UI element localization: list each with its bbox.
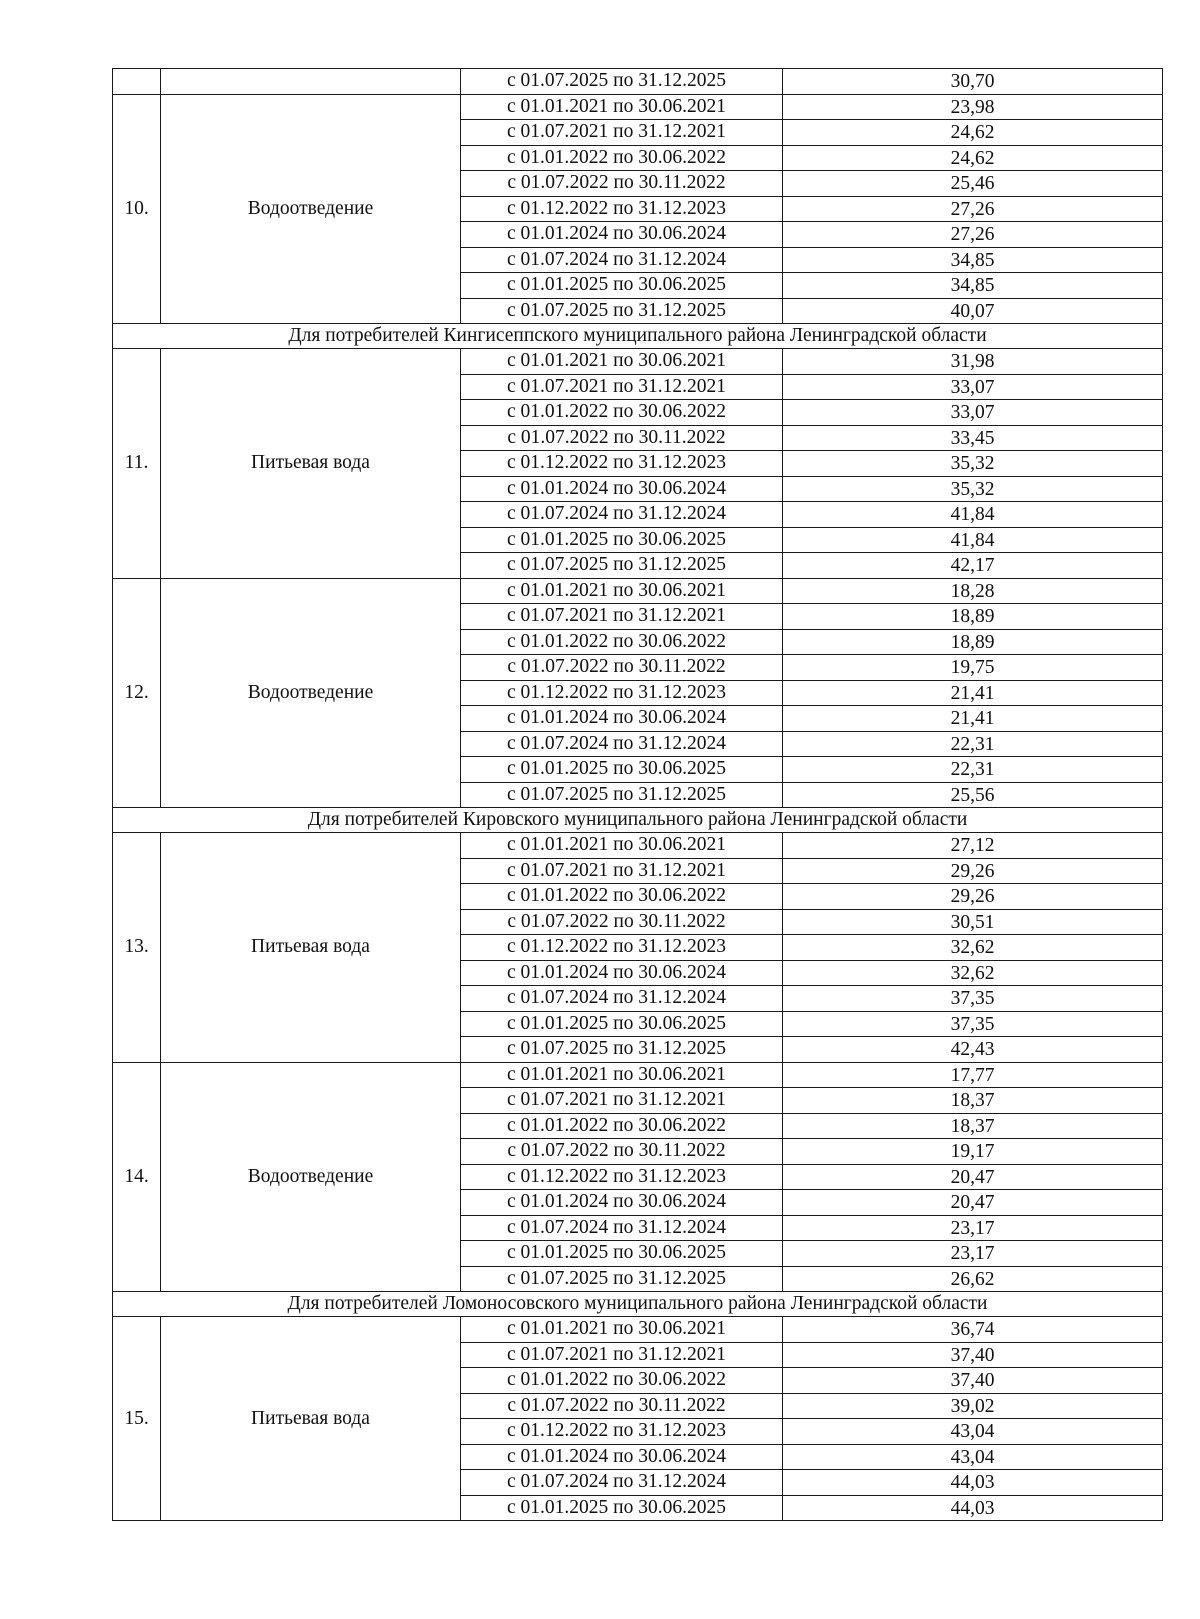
- tariff-value-cell: 27,26: [783, 222, 1163, 248]
- period-cell: с 01.01.2021 по 30.06.2021: [461, 1062, 783, 1088]
- period-cell: с 01.01.2021 по 30.06.2021: [461, 94, 783, 120]
- tariff-value-cell: 29,26: [783, 858, 1163, 884]
- tariff-value-cell: 34,85: [783, 247, 1163, 273]
- service-name: Водоотведение: [161, 1062, 461, 1292]
- tariff-value-cell: 18,37: [783, 1113, 1163, 1139]
- period-cell: с 01.07.2022 по 30.11.2022: [461, 1393, 783, 1419]
- row-number: 14.: [113, 1062, 161, 1292]
- tariff-value-cell: 30,70: [783, 69, 1163, 95]
- tariff-table: [112, 68, 1163, 1521]
- tariff-value-cell: 23,17: [783, 1215, 1163, 1241]
- tariff-value-cell: 29,26: [783, 884, 1163, 910]
- table-row: [113, 1317, 1163, 1343]
- tariff-value-cell: 19,75: [783, 655, 1163, 681]
- tariff-value-cell: 21,41: [783, 680, 1163, 706]
- period-cell: с 01.07.2025 по 31.12.2025: [461, 298, 783, 324]
- period-cell: с 01.01.2024 по 30.06.2024: [461, 706, 783, 732]
- row-number: 10.: [113, 94, 161, 324]
- period-cell: с 01.07.2025 по 31.12.2025: [461, 553, 783, 579]
- period-cell: с 01.01.2022 по 30.06.2022: [461, 884, 783, 910]
- period-cell: с 01.07.2022 по 30.11.2022: [461, 1139, 783, 1165]
- period-cell: с 01.07.2021 по 31.12.2021: [461, 374, 783, 400]
- tariff-value-cell: 40,07: [783, 298, 1163, 324]
- tariff-value-cell: 43,04: [783, 1444, 1163, 1470]
- period-cell: с 01.01.2025 по 30.06.2025: [461, 757, 783, 783]
- tariff-value-cell: 20,47: [783, 1190, 1163, 1216]
- tariff-value-cell: 37,35: [783, 986, 1163, 1012]
- tariff-value-cell: 31,98: [783, 349, 1163, 375]
- tariff-value-cell: 35,32: [783, 476, 1163, 502]
- period-cell: с 01.12.2022 по 31.12.2023: [461, 451, 783, 477]
- section-header: Для потребителей Кировского муниципального района Ленинградской области: [113, 808, 1163, 833]
- tariff-value-cell: 32,62: [783, 935, 1163, 961]
- table-row: [113, 349, 1163, 375]
- period-cell: с 01.07.2024 по 31.12.2024: [461, 731, 783, 757]
- tariff-value-cell: 33,07: [783, 400, 1163, 426]
- period-cell: с 01.01.2021 по 30.06.2021: [461, 833, 783, 859]
- table-row: [113, 578, 1163, 604]
- tariff-value-cell: 27,26: [783, 196, 1163, 222]
- tariff-value-cell: 18,89: [783, 604, 1163, 630]
- section-header-row: [113, 808, 1163, 833]
- tariff-value-cell: 30,51: [783, 909, 1163, 935]
- tariff-value-cell: 25,46: [783, 171, 1163, 197]
- period-cell: с 01.07.2022 по 30.11.2022: [461, 655, 783, 681]
- tariff-value-cell: 37,40: [783, 1368, 1163, 1394]
- period-cell: с 01.07.2024 по 31.12.2024: [461, 1215, 783, 1241]
- tariff-value-cell: 22,31: [783, 757, 1163, 783]
- tariff-value-cell: 17,77: [783, 1062, 1163, 1088]
- period-cell: с 01.07.2024 по 31.12.2024: [461, 1470, 783, 1496]
- period-cell: с 01.12.2022 по 31.12.2023: [461, 935, 783, 961]
- period-cell: с 01.12.2022 по 31.12.2023: [461, 196, 783, 222]
- period-cell: с 01.07.2025 по 31.12.2025: [461, 1037, 783, 1063]
- period-cell: с 01.01.2021 по 30.06.2021: [461, 1317, 783, 1343]
- tariff-value-cell: 43,04: [783, 1419, 1163, 1445]
- period-cell: с 01.01.2021 по 30.06.2021: [461, 349, 783, 375]
- period-cell: с 01.01.2022 по 30.06.2022: [461, 629, 783, 655]
- period-cell: с 01.01.2024 по 30.06.2024: [461, 1190, 783, 1216]
- tariff-value-cell: 21,41: [783, 706, 1163, 732]
- period-cell: с 01.07.2021 по 31.12.2021: [461, 1088, 783, 1114]
- period-cell: с 01.01.2022 по 30.06.2022: [461, 1368, 783, 1394]
- tariff-value-cell: 42,43: [783, 1037, 1163, 1063]
- period-cell: с 01.01.2025 по 30.06.2025: [461, 527, 783, 553]
- row-number-cell: [113, 69, 161, 95]
- service-name: Питьевая вода: [161, 349, 461, 579]
- tariff-value-cell: 36,74: [783, 1317, 1163, 1343]
- period-cell: с 01.12.2022 по 31.12.2023: [461, 1164, 783, 1190]
- period-cell: с 01.12.2022 по 31.12.2023: [461, 1419, 783, 1445]
- period-cell: с 01.07.2024 по 31.12.2024: [461, 502, 783, 528]
- tariff-value-cell: 18,37: [783, 1088, 1163, 1114]
- period-cell: с 01.01.2022 по 30.06.2022: [461, 1113, 783, 1139]
- tariff-value-cell: 18,89: [783, 629, 1163, 655]
- tariff-value-cell: 39,02: [783, 1393, 1163, 1419]
- service-name: Водоотведение: [161, 94, 461, 324]
- tariff-value-cell: 41,84: [783, 502, 1163, 528]
- period-cell: с 01.07.2021 по 31.12.2021: [461, 604, 783, 630]
- tariff-value-cell: 35,32: [783, 451, 1163, 477]
- tariff-value-cell: 42,17: [783, 553, 1163, 579]
- section-header-row: [113, 1292, 1163, 1317]
- period-cell: с 01.07.2024 по 31.12.2024: [461, 986, 783, 1012]
- service-name: Водоотведение: [161, 578, 461, 808]
- tariff-value-cell: 34,85: [783, 273, 1163, 299]
- period-cell: с 01.07.2022 по 30.11.2022: [461, 909, 783, 935]
- tariff-value-cell: 37,35: [783, 1011, 1163, 1037]
- tariff-value-cell: 18,28: [783, 578, 1163, 604]
- period-cell: с 01.01.2024 по 30.06.2024: [461, 476, 783, 502]
- tariff-value-cell: 24,62: [783, 120, 1163, 146]
- period-cell: с 01.07.2022 по 30.11.2022: [461, 425, 783, 451]
- period-cell: с 01.01.2022 по 30.06.2022: [461, 145, 783, 171]
- period-cell: с 01.07.2024 по 31.12.2024: [461, 247, 783, 273]
- period-cell: с 01.01.2024 по 30.06.2024: [461, 222, 783, 248]
- service-name: Питьевая вода: [161, 833, 461, 1063]
- tariff-value-cell: 19,17: [783, 1139, 1163, 1165]
- period-cell: с 01.12.2022 по 31.12.2023: [461, 680, 783, 706]
- row-number: 15.: [113, 1317, 161, 1521]
- tariff-value-cell: 27,12: [783, 833, 1163, 859]
- row-number: 11.: [113, 349, 161, 579]
- table-row: [113, 833, 1163, 859]
- period-cell: с 01.07.2025 по 31.12.2025: [461, 69, 783, 95]
- period-cell: с 01.01.2025 по 30.06.2025: [461, 1241, 783, 1267]
- period-cell: с 01.01.2021 по 30.06.2021: [461, 578, 783, 604]
- period-cell: с 01.01.2022 по 30.06.2022: [461, 400, 783, 426]
- section-header: Для потребителей Кингисеппского муниципального района Ленинградской области: [113, 324, 1163, 349]
- service-cell: [161, 69, 461, 95]
- period-cell: с 01.01.2025 по 30.06.2025: [461, 273, 783, 299]
- section-header-row: [113, 324, 1163, 349]
- tariff-value-cell: 32,62: [783, 960, 1163, 986]
- period-cell: с 01.07.2021 по 31.12.2021: [461, 120, 783, 146]
- tariff-value-cell: 44,03: [783, 1495, 1163, 1521]
- period-cell: с 01.01.2024 по 30.06.2024: [461, 1444, 783, 1470]
- tariff-table-container: [112, 68, 1162, 1521]
- tariff-value-cell: 44,03: [783, 1470, 1163, 1496]
- table-row: [113, 1062, 1163, 1088]
- period-cell: с 01.07.2022 по 30.11.2022: [461, 171, 783, 197]
- tariff-value-cell: 23,17: [783, 1241, 1163, 1267]
- tariff-value-cell: 37,40: [783, 1342, 1163, 1368]
- tariff-value-cell: 22,31: [783, 731, 1163, 757]
- tariff-value-cell: 25,56: [783, 782, 1163, 808]
- period-cell: с 01.07.2025 по 31.12.2025: [461, 782, 783, 808]
- tariff-value-cell: 26,62: [783, 1266, 1163, 1292]
- period-cell: с 01.01.2025 по 30.06.2025: [461, 1495, 783, 1521]
- section-header: Для потребителей Ломоносовского муниципального района Ленинградской области: [113, 1292, 1163, 1317]
- period-cell: с 01.01.2024 по 30.06.2024: [461, 960, 783, 986]
- tariff-value-cell: 20,47: [783, 1164, 1163, 1190]
- tariff-value-cell: 33,45: [783, 425, 1163, 451]
- period-cell: с 01.01.2025 по 30.06.2025: [461, 1011, 783, 1037]
- period-cell: с 01.07.2025 по 31.12.2025: [461, 1266, 783, 1292]
- tariff-value-cell: 33,07: [783, 374, 1163, 400]
- period-cell: с 01.07.2021 по 31.12.2021: [461, 1342, 783, 1368]
- table-row: [113, 94, 1163, 120]
- tariff-value-cell: 41,84: [783, 527, 1163, 553]
- tariff-value-cell: 24,62: [783, 145, 1163, 171]
- period-cell: с 01.07.2021 по 31.12.2021: [461, 858, 783, 884]
- table-row: [113, 69, 1163, 95]
- tariff-value-cell: 23,98: [783, 94, 1163, 120]
- row-number: 12.: [113, 578, 161, 808]
- row-number: 13.: [113, 833, 161, 1063]
- service-name: Питьевая вода: [161, 1317, 461, 1521]
